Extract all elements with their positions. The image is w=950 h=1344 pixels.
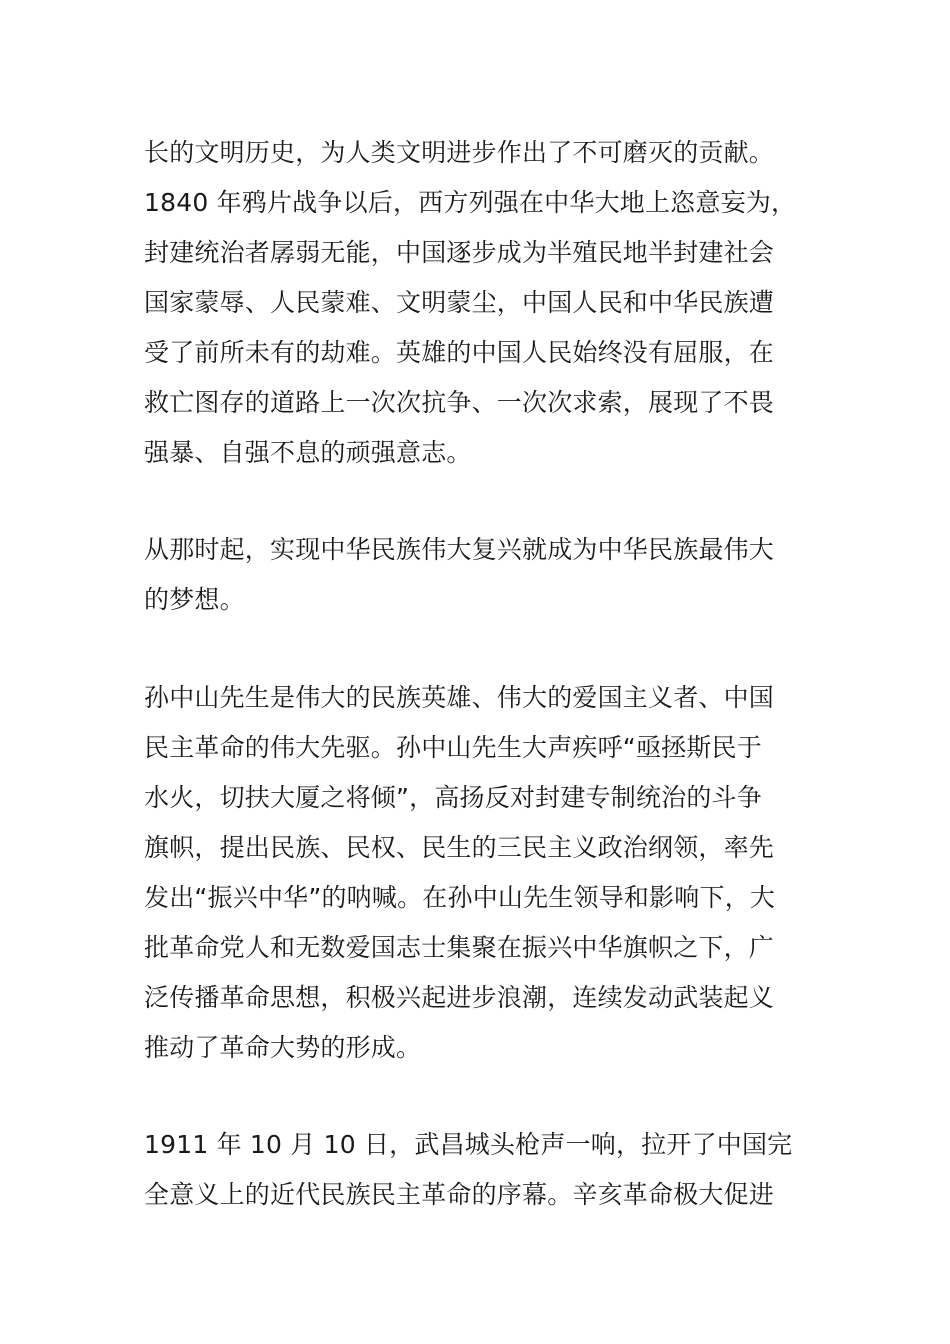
- text-line: 长的文明历史，为人类文明进步作出了不可磨灭的贡献。: [144, 138, 775, 167]
- text-line: 民主革命的伟大先驱。孙中山先生大声疾呼“亟拯斯民于: [144, 733, 762, 762]
- text-line: 受了前所未有的劫难。英雄的中国人民始终没有屈服，在: [144, 338, 775, 367]
- text-line: 封建统治者孱弱无能，中国逐步成为半殖民地半封建社会: [144, 238, 775, 267]
- text-line: 孙中山先生是伟大的民族英雄、伟大的爱国主义者、中国: [144, 683, 775, 712]
- text-line: 1840 年鸦片战争以后，西方列强在中华大地上恣意妄为，: [144, 188, 797, 217]
- text-line: 泛传播革命思想，积极兴起进步浪潮，连续发动武装起义: [144, 983, 775, 1012]
- text-line: 的梦想。: [144, 585, 245, 614]
- text-line: 救亡图存的道路上一次次抗争、一次次求索，展现了不畏: [144, 388, 775, 417]
- text-line: 批革命党人和无数爱国志士集聚在振兴中华旗帜之下，广: [144, 933, 775, 962]
- text-line: 水火，切扶大厦之将倾”，高扬反对封建专制统治的斗争: [144, 783, 762, 812]
- paragraph-3: [144, 673, 824, 1073]
- paragraph-1: [144, 128, 824, 478]
- text-line: 全意义上的近代民族民主革命的序幕。辛亥革命极大促进: [144, 1180, 775, 1209]
- text-line: 强暴、自强不息的顽强意志。: [144, 438, 472, 467]
- paragraph-2: [144, 525, 824, 625]
- text-line: 发出“振兴中华”的呐喊。在孙中山先生领导和影响下，大: [144, 883, 776, 912]
- text-line: 旗帜，提出民族、民权、民生的三民主义政治纲领，率先: [144, 833, 775, 862]
- paragraph-4: [144, 1120, 824, 1220]
- text-line: 推动了革命大势的形成。: [144, 1033, 422, 1062]
- text-line: 国家蒙辱、人民蒙难、文明蒙尘，中国人民和中华民族遭: [144, 288, 775, 317]
- text-line: 从那时起，实现中华民族伟大复兴就成为中华民族最伟大: [144, 535, 775, 564]
- text-line: 1911 年 10 月 10 日，武昌城头枪声一响，拉开了中国完: [144, 1130, 793, 1159]
